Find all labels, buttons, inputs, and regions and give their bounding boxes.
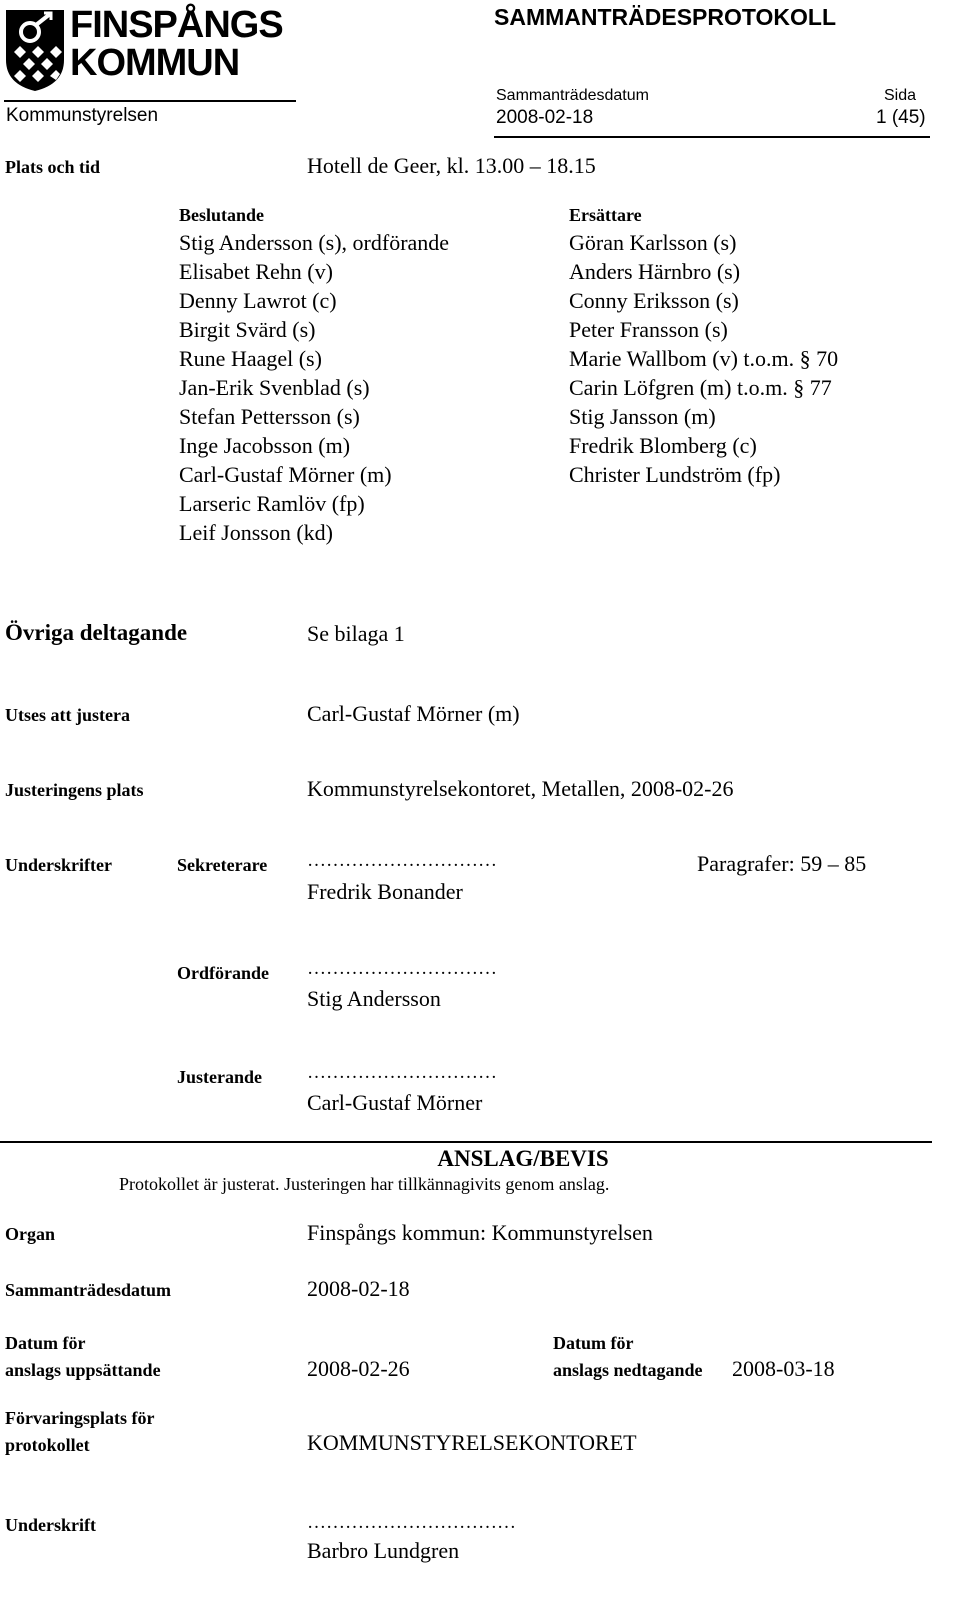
anslag-date-label: Sammanträdesdatum [5, 1280, 172, 1300]
justeringens-plats-label: Justeringens plats [5, 780, 144, 800]
meeting-date-label: Sammanträdesdatum [496, 87, 649, 104]
list-item: Fredrik Blomberg (c) [569, 433, 757, 458]
list-item: Denny Lawrot (c) [179, 288, 337, 313]
list-item: Birgit Svärd (s) [179, 317, 316, 342]
header-underline-right [494, 136, 930, 138]
list-item: Inge Jacobsson (m) [179, 433, 351, 458]
ovriga-label: Övriga deltagande [5, 620, 188, 645]
list-item: Larseric Ramlöv (fp) [179, 491, 365, 516]
logo-text-line2: KOMMUN [70, 42, 240, 84]
list-item: Stig Andersson (s), ordförande [179, 230, 450, 255]
department-name: Kommunstyrelsen [6, 105, 159, 126]
anslag-divider [0, 1141, 932, 1143]
list-item: Marie Wallbom (v) t.o.m. § 70 [569, 346, 839, 371]
ordforande-name: Stig Andersson [307, 986, 441, 1011]
underskrift-signature-line: …………………………… [307, 1512, 516, 1533]
beslutande-column [179, 205, 449, 547]
uppsattande-value: 2008-02-26 [307, 1356, 410, 1381]
organ-value: Finspångs kommun: Kommunstyrelsen [307, 1220, 653, 1245]
uppsattande-label-line2: anslags uppsättande [5, 1360, 161, 1380]
utses-value: Carl-Gustaf Mörner (m) [307, 701, 520, 726]
list-item: Christer Lundström (fp) [569, 462, 781, 487]
logo-text-line1: FINSPÅNGS [70, 4, 283, 46]
list-item: Göran Karlsson (s) [569, 230, 737, 255]
list-item: Carin Löfgren (m) t.o.m. § 77 [569, 375, 832, 400]
uppsattande-label-line1: Datum för [5, 1333, 86, 1353]
meeting-date: 2008-02-18 [496, 107, 594, 128]
ovriga-value: Se bilaga 1 [307, 621, 405, 646]
beslutande-list [179, 228, 449, 547]
nedtagande-label-line2: anslags nedtagande [553, 1360, 703, 1380]
ordforande-role: Ordförande [177, 963, 269, 983]
paragrafer: Paragrafer: 59 – 85 [697, 851, 867, 876]
list-item: Anders Härnbro (s) [569, 259, 741, 284]
ersattare-header: Ersättare [569, 205, 642, 225]
municipality-logo [4, 4, 296, 94]
list-item: Conny Eriksson (s) [569, 288, 739, 313]
organ-label: Organ [5, 1224, 56, 1244]
forvaringsplats-value: KOMMUNSTYRELSEKONTORET [307, 1430, 637, 1455]
ordforande-signature-line: ………………………… [307, 958, 497, 979]
nedtagande-label-line1: Datum för [553, 1333, 634, 1353]
list-item: Carl-Gustaf Mörner (m) [179, 462, 392, 487]
sekreterare-role: Sekreterare [177, 855, 268, 875]
list-item: Rune Haagel (s) [179, 346, 322, 371]
plats-tid-label: Plats och tid [5, 157, 101, 177]
justerande-role: Justerande [177, 1067, 262, 1087]
justeringens-plats-value: Kommunstyrelsekontoret, Metallen, 2008-02-26 [307, 776, 734, 801]
justerande-name: Carl-Gustaf Mörner [307, 1090, 483, 1115]
list-item: Stig Jansson (m) [569, 404, 716, 429]
anslag-subtitle: Protokollet är justerat. Justeringen har tillkännagivits genom anslag. [119, 1174, 610, 1194]
list-item: Stefan Pettersson (s) [179, 404, 360, 429]
sekreterare-name: Fredrik Bonander [307, 879, 463, 904]
page-number: 1 (45) [876, 107, 926, 128]
ersattare-list [569, 228, 838, 489]
forvaringsplats-label-line1: Förvaringsplats för [5, 1408, 155, 1428]
anslag-title: ANSLAG/BEVIS [437, 1146, 609, 1171]
list-item: Elisabet Rehn (v) [179, 259, 333, 284]
document-title: SAMMANTRÄDESPROTOKOLL [494, 4, 837, 30]
sekreterare-signature-line: ………………………… [307, 850, 497, 871]
list-item: Jan-Erik Svenblad (s) [179, 375, 370, 400]
plats-tid-value: Hotell de Geer, kl. 13.00 – 18.15 [307, 153, 596, 178]
list-item: Peter Fransson (s) [569, 317, 728, 342]
justerande-signature-line: ………………………… [307, 1062, 497, 1083]
list-item: Leif Jonsson (kd) [179, 520, 333, 545]
ersattare-column [569, 205, 838, 489]
beslutande-header: Beslutande [179, 205, 265, 225]
anslag-date-value: 2008-02-18 [307, 1276, 410, 1301]
page-label: Sida [884, 87, 917, 104]
nedtagande-value: 2008-03-18 [732, 1356, 835, 1381]
underskrift-label: Underskrift [5, 1515, 96, 1535]
forvaringsplats-label-line2: protokollet [5, 1435, 90, 1455]
header-underline-left [4, 100, 296, 102]
underskrift-name: Barbro Lundgren [307, 1538, 460, 1563]
utses-label: Utses att justera [5, 705, 130, 725]
coat-of-arms-icon [4, 8, 66, 92]
underskrifter-label: Underskrifter [5, 855, 112, 875]
